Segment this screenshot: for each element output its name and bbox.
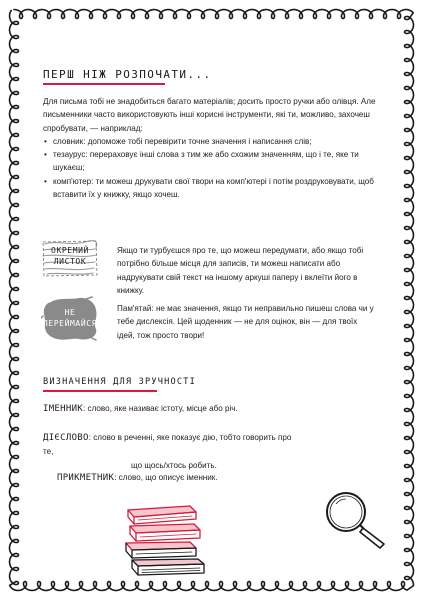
definition-term: ІМЕННИК [43,404,84,414]
list-item: • словник: допоможе тобі перевірити точне значення і написання слів; [43,135,378,148]
definition-text: : слово в реченні, яке показує дію, тобто говорить про те, [43,433,292,457]
separate-sheet-text: Якщо ти турбуєшся про те, що можеш передумати, або якщо тобі потрібно більше місця для записів, ти можеш написати або надрукувати свій текст на іншому аркуші паперу і вклеїти його в книжку. [117,246,364,295]
dont-worry-badge [41,296,99,342]
definition-verb [43,431,303,472]
page-title: ПЕРШ НІЖ РОЗПОЧАТИ... [43,68,212,81]
definition-text: : слово, що описує іменник. [114,473,218,482]
definition-text-continued: що щось/хтось робить. [131,460,217,470]
magnifying-glass-icon [322,488,394,550]
separate-sheet-badge [41,238,99,278]
definitions-underline [43,390,157,392]
intro-section [43,95,378,201]
tools-list [43,135,378,201]
definition-adjective [57,471,218,485]
sheet-badge-line2: ЛИСТОК [53,257,87,266]
definition-term: ДІЄСЛОВО [43,433,89,443]
intro-text: Для письма тобі не знадобиться багато матеріалів; досить просто ручки або олівця. Але письменники часто використовують інші корисні інструменти, які ти, можливо, захочеш спробувати, — наприклад: [43,97,376,133]
definition-noun [43,402,238,416]
definition-term: ПРИКМЕТНИК [57,473,115,483]
list-item: • комп'ютер: ти можеш друкувати свої твори на комп'ютері і потім роздруковувати, щоб вставити їх у книжку, якщо хочеш. [43,175,378,202]
dont-worry-badge-line2: ПЕРЕЙМАЙСЯ [42,319,98,328]
title-underline [43,83,165,85]
definitions-title: ВИЗНАЧЕННЯ ДЛЯ ЗРУЧНОСТІ [43,377,196,387]
dont-worry-badge-line1: НЕ [64,308,76,317]
sheet-badge-line1: ОКРЕМИЙ [51,246,89,255]
dont-worry-text: Пам'ятай: не має значення, якщо ти неправильно пишеш слова чи у тебе дислексія. Цей щоденник — не для оцінок, він — для твоїх ідей, тож просто твори! [117,304,374,340]
list-item: • тезаурус: перераховує інші слова з тим же або схожим значенням, що і те, яке ти шукаєш; [43,148,378,175]
stack-of-books-icon [120,498,218,582]
definition-text: : слово, яке називає істоту, місце або річ. [83,404,238,413]
